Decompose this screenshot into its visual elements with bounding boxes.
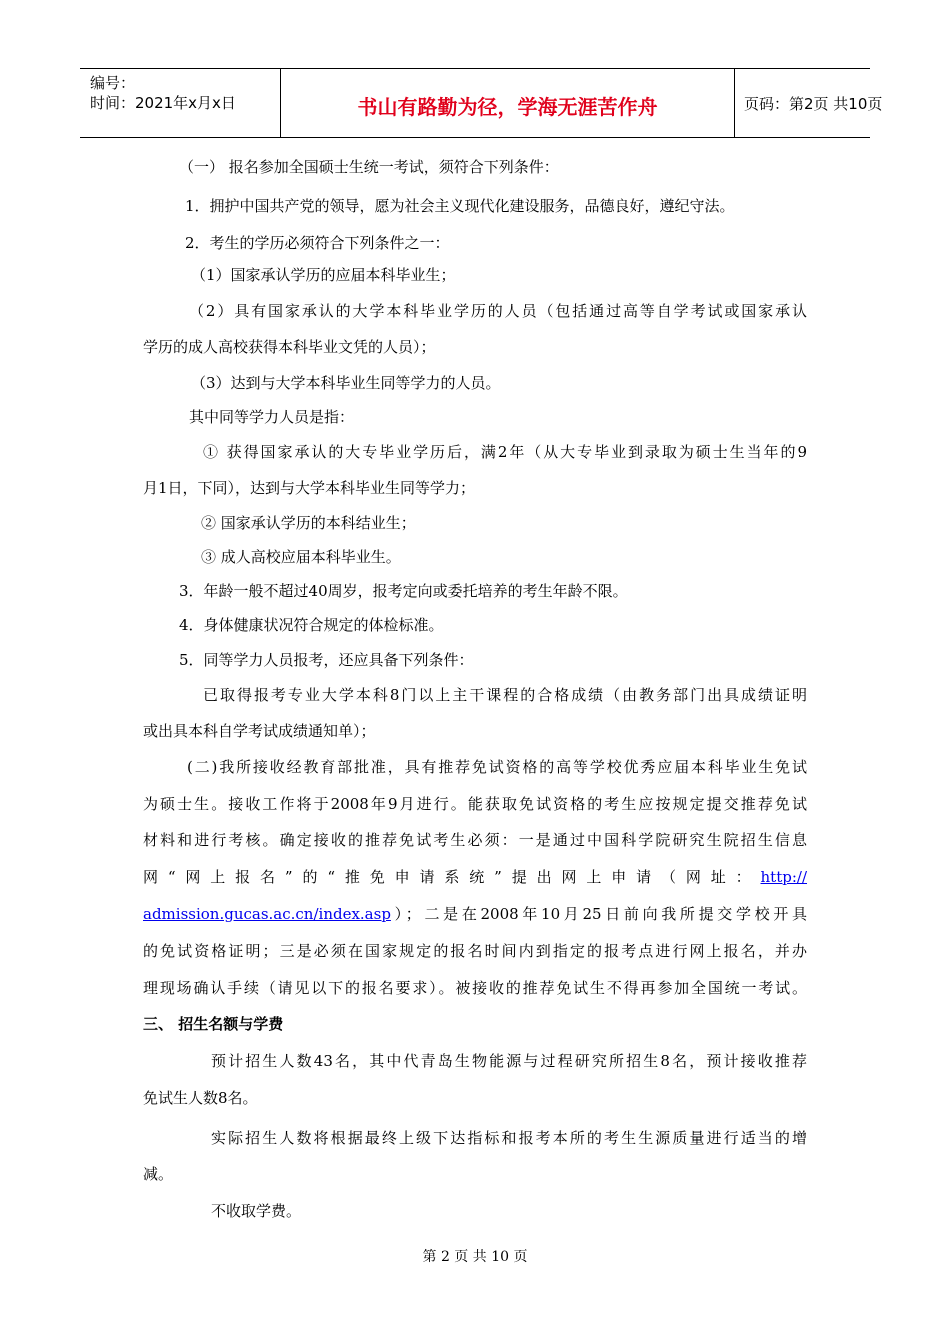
paragraph-line: 不收取学费。 [211, 1202, 302, 1220]
paragraph-line: 减。 [143, 1165, 174, 1183]
header-motto-cell [280, 69, 735, 137]
paragraph-line: ③ 成人高校应届本科毕业生。 [201, 548, 401, 566]
header-meta-cell [80, 69, 280, 137]
paragraph-text: 网“网上报名”的“推免申请系统”提出网上申请（网址： [143, 868, 761, 886]
paragraph-line: 免试生人数8名。 [143, 1089, 258, 1107]
application-url-link[interactable]: admission.gucas.ac.cn/index.asp [143, 905, 391, 923]
number-label: 编号： [90, 74, 136, 92]
header-page-cell [734, 69, 883, 137]
paragraph-line: 已取得报考专业大学本科8门以上主干课程的合格成绩（由教务部门出具成绩证明 [203, 686, 807, 704]
paragraph-line: 5．同等学力人员报考，还应具备下列条件： [179, 651, 474, 669]
paragraph-line: 其中同等学力人员是指： [189, 408, 355, 426]
paragraph-line: 理现场确认手续（请见以下的报名要求）。被接收的推荐免试生不得再参加全国统一考试。 [143, 979, 807, 997]
paragraph-line [143, 904, 807, 924]
paragraph-line: 2．考生的学历必须符合下列条件之一： [185, 234, 450, 252]
paragraph-line: （1）国家承认学历的应届本科毕业生； [191, 266, 456, 284]
section-heading: 三、 招生名额与学费 [143, 1015, 284, 1033]
paragraph-line: 的免试资格证明；三是必须在国家规定的报名时间内到指定的报考点进行网上报名，并办 [143, 942, 807, 960]
paragraph-line [143, 867, 807, 887]
paragraph-line: 3．年龄一般不超过40周岁，报考定向或委托培养的考生年龄不限。 [179, 582, 628, 600]
paragraph-line: 材料和进行考核。确定接收的推荐免试考生必须：一是通过中国科学院研究生院招生信息 [143, 831, 807, 849]
paragraph-line: 实际招生人数将根据最终上级下达指标和报考本所的考生生源质量进行适当的增 [211, 1129, 807, 1147]
application-url-link[interactable]: http:// [760, 868, 807, 886]
paragraph-line: 学历的成人高校获得本科毕业文凭的人员）； [143, 338, 436, 356]
paragraph-line: 预计招生人数43名，其中代青岛生物能源与过程研究所招生8名，预计接收推荐 [211, 1052, 807, 1070]
paragraph-line: （一） 报名参加全国硕士生统一考试，须符合下列条件： [179, 158, 559, 176]
paragraph-text: ）；二是在2008年10月25日前向我所提交学校开具 [390, 905, 807, 923]
header-page-info: 页码：第2页 共10页 [744, 95, 883, 113]
paragraph-line: 月1日，下同），达到与大学本科毕业生同等学力； [143, 479, 476, 497]
paragraph-line: 或出具本科自学考试成绩通知单）； [143, 722, 376, 740]
paragraph-line: （3）达到与大学本科毕业生同等学力的人员。 [191, 374, 501, 392]
page-footer: 第 2 页 共 10 页 [422, 1249, 528, 1265]
page-header [80, 68, 883, 138]
paragraph-line: ② 国家承认学历的本科结业生； [201, 514, 416, 532]
motto-text: 书山有路勤为径，学海无涯苦作舟 [357, 95, 658, 119]
paragraph-line: (二)我所接收经教育部批准，具有推荐免试资格的高等学校优秀应届本科毕业生免试 [187, 758, 807, 776]
paragraph-line: ① 获得国家承认的大专毕业学历后，满2年（从大专毕业到录取为硕士生当年的9 [203, 443, 807, 461]
paragraph-line: 4．身体健康状况符合规定的体检标准。 [179, 616, 444, 634]
paragraph-line: （2）具有国家承认的大学本科毕业学历的人员（包括通过高等自学考试或国家承认 [189, 302, 807, 320]
paragraph-line: 1．拥护中国共产党的领导，愿为社会主义现代化建设服务，品德良好，遵纪守法。 [185, 197, 735, 215]
paragraph-line: 为硕士生。接收工作将于2008年9月进行。能获取免试资格的考生应按规定提交推荐免试 [143, 795, 807, 813]
date-label: 时间：2021年x月x日 [90, 94, 236, 112]
